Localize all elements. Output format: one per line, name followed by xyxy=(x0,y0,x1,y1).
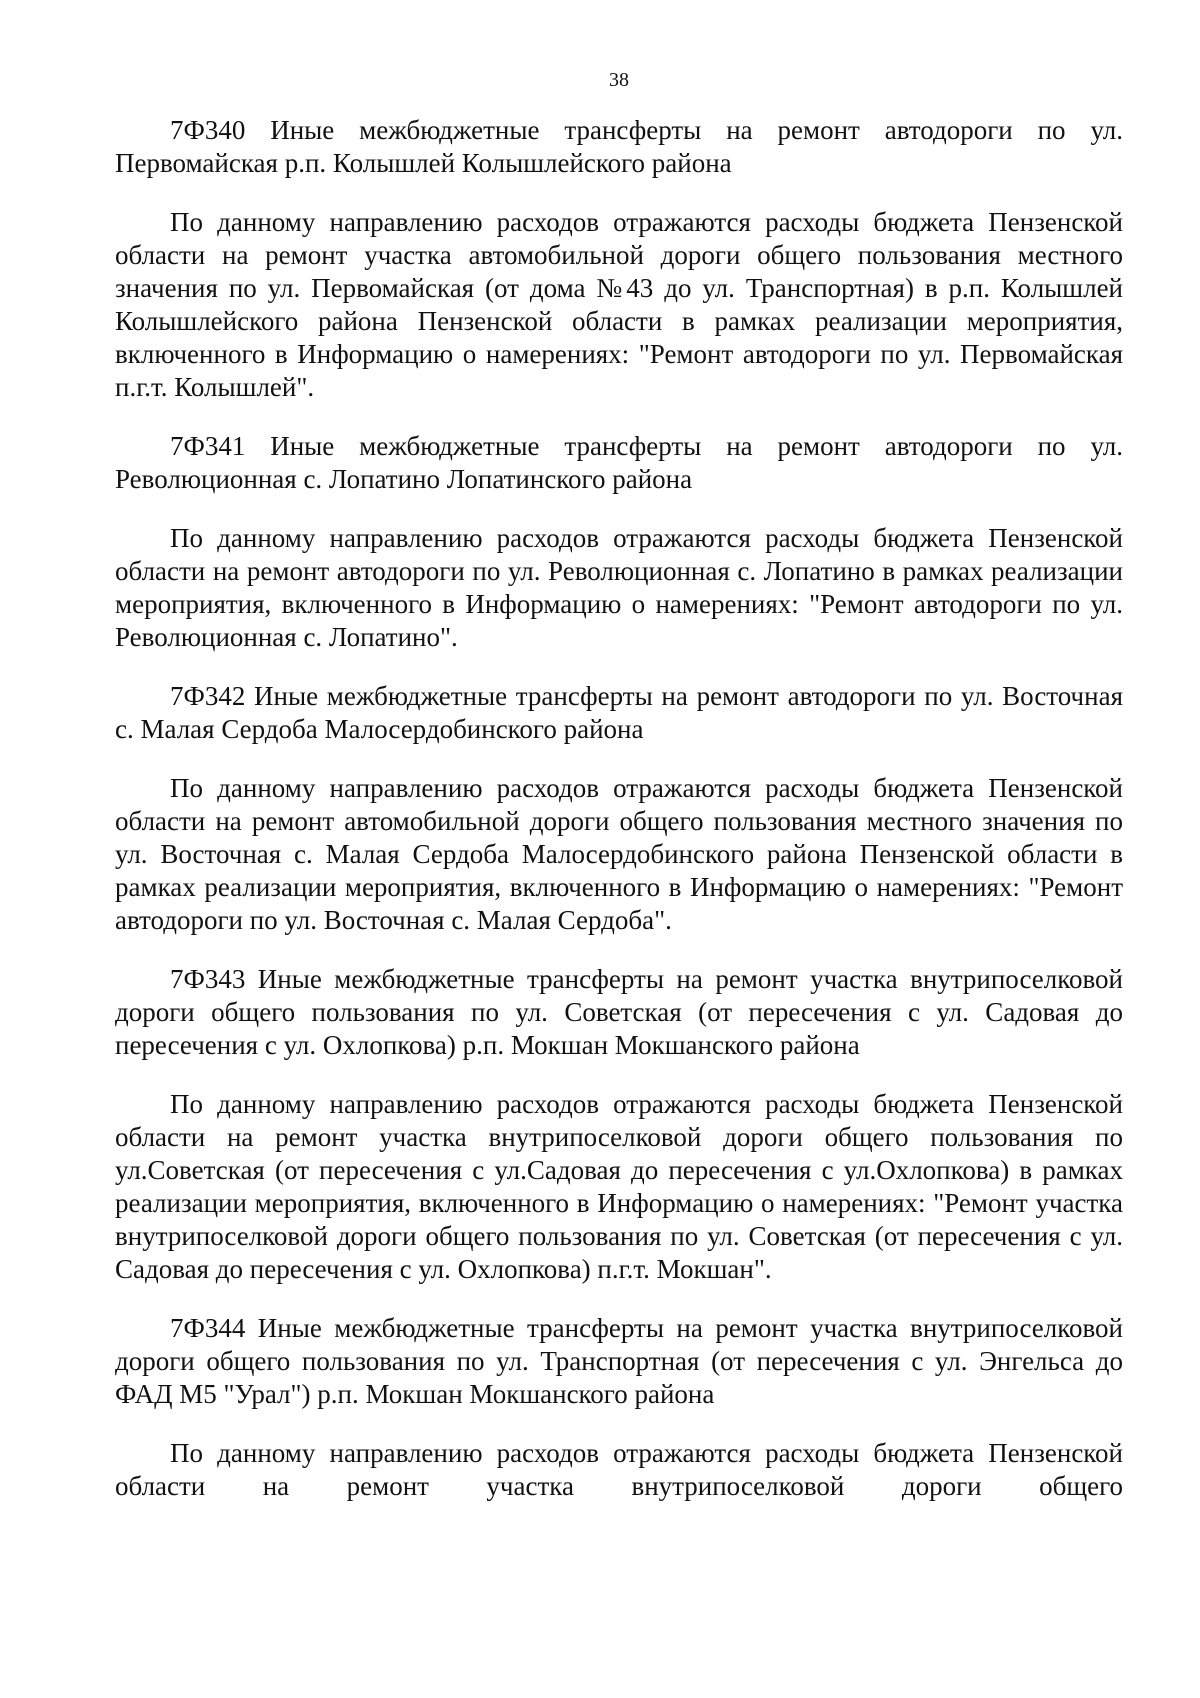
section-body-7f342: По данному направлению расходов отражаются расходы бюджета Пензенской области на ремонт автомобильной дороги общего пользования местного значения по ул. Восточная с. Малая Сердоба Малосердобинского района Пензенской области в рамках реализации мероприятия, включенного в Информацию о намерениях: "Ремонт автодороги по ул. Восточная с. Малая Сердоба". xyxy=(115,773,1123,935)
section-heading-7f341: 7Ф341 Иные межбюджетные трансферты на ремонт автодороги по ул. Революционная с. Лопатино Лопатинского района xyxy=(115,431,1123,494)
section-body-7f340: По данному направлению расходов отражаются расходы бюджета Пензенской области на ремонт участка автомобильной дороги общего пользования местного значения по ул. Первомайская (от дома №43 до ул. Транспортная) в р.п. Колышлей Колышлейского района Пензенской области в рамках реализации мероприятия, включенного в Информацию о намерениях: "Ремонт автодороги по ул. Первомайская п.г.т. Колышлей". xyxy=(115,207,1123,402)
page-number: 38 xyxy=(609,69,629,91)
section-heading-7f342: 7Ф342 Иные межбюджетные трансферты на ремонт автодороги по ул. Восточная с. Малая Сердоба Малосердобинского района xyxy=(115,681,1123,744)
document-content xyxy=(115,114,1123,1529)
section-heading-7f343: 7Ф343 Иные межбюджетные трансферты на ремонт участка внутрипоселковой дороги общего пользования по ул. Советская (от пересечения с ул. Садовая до пересечения с ул. Охлопкова) р.п. Мокшан Мокшанского района xyxy=(115,964,1123,1060)
section-heading-7f344: 7Ф344 Иные межбюджетные трансферты на ремонт участка внутрипоселковой дороги общего пользования по ул. Транспортная (от пересечения с ул. Энгельса до ФАД М5 "Урал") р.п. Мокшан Мокшанского района xyxy=(115,1313,1123,1409)
section-body-7f344: По данному направлению расходов отражаются расходы бюджета Пензенской области на ремонт участка внутрипоселковой дороги общего xyxy=(115,1438,1123,1501)
section-body-7f343: По данному направлению расходов отражаются расходы бюджета Пензенской области на ремонт участка внутрипоселковой дороги общего пользования по ул.Советская (от пересечения с ул.Садовая до пересечения с ул.Охлопкова) в рамках реализации мероприятия, включенного в Информацию о намерениях: "Ремонт участка внутрипоселковой дороги общего пользования по ул. Советская (от пересечения с ул. Садовая до пересечения с ул. Охлопкова) п.г.т. Мокшан". xyxy=(115,1089,1123,1284)
section-body-7f341: По данному направлению расходов отражаются расходы бюджета Пензенской области на ремонт автодороги по ул. Революционная с. Лопатино в рамках реализации мероприятия, включенного в Информацию о намерениях: "Ремонт автодороги по ул. Революционная с. Лопатино". xyxy=(115,523,1123,652)
section-heading-7f340: 7Ф340 Иные межбюджетные трансферты на ремонт автодороги по ул. Первомайская р.п. Колышлей Колышлейского района xyxy=(115,115,1123,178)
